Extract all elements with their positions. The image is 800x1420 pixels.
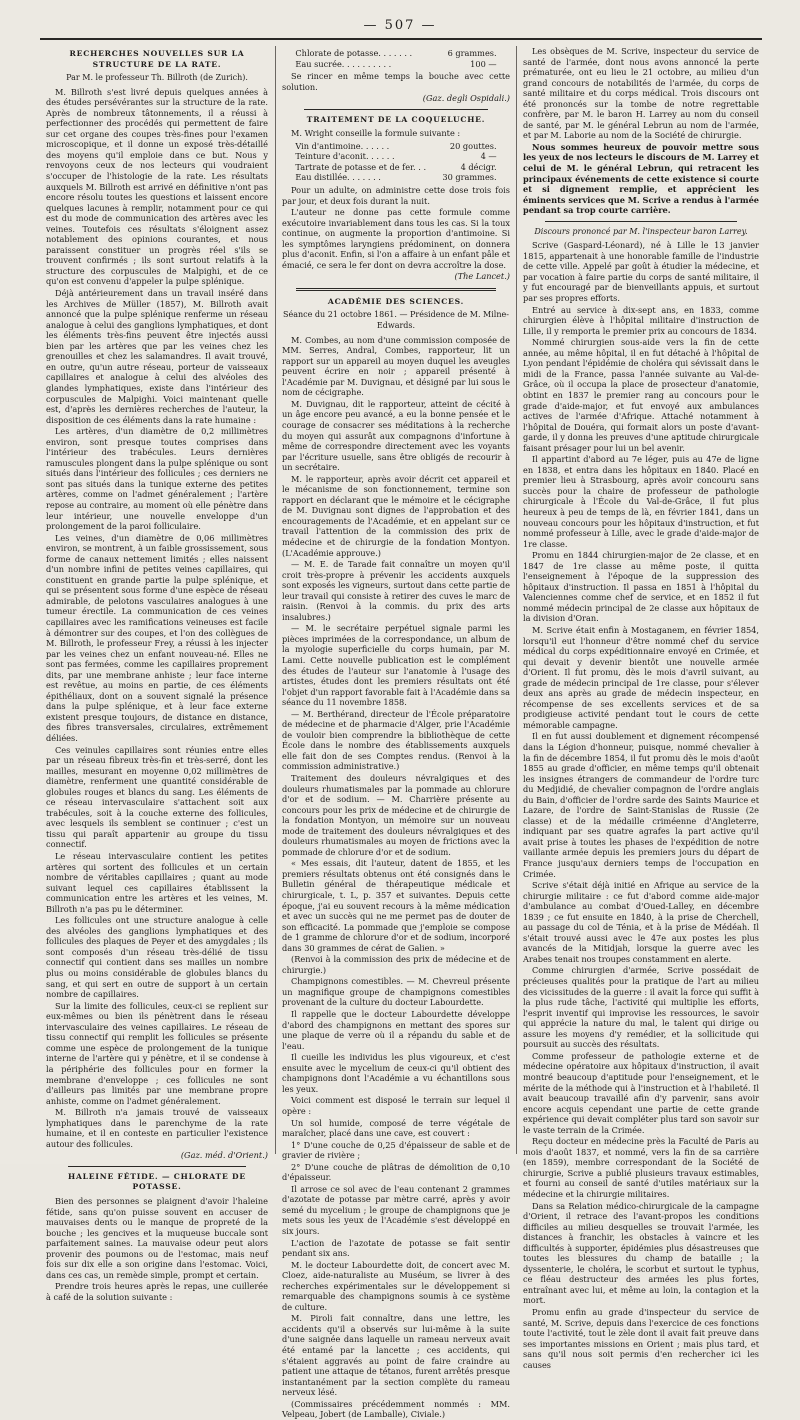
paragraph: Il arrose ce sol avec de l'eau contenant 2 grammes d'azotate de potasse par mètre carré, après y avoir semé du mycelium ; le groupe de champignons que je mets sous les yeux de l'Académie s'est développé en six jours.	[282, 1183, 510, 1236]
paragraph: Il en fut aussi doublement et dignement récompensé dans la Légion d'honneur, puisque, nommé chevalier à la fin de décembre 1854, il fut promu dès le mois d'août 1855 au grade d'officier, en même temps qu'il obtenait les insignes étrangers de commandeur de l'ordre turc du Medjidié, de chevalier compagnon de l'ordre anglais du Bain, d'officier de l'ordre sarde des Saints Maurice et Lazare, de l'ordre de Saint-Stanislas de Russie (2e classe) et de la médaille criméenne d'Angleterre, indiquant par ses quatre agrafes la part active qu'il avait prise à toutes les phases de l'expédition de notre vaillante armée depuis les premiers jours du départ de France jusqu'aux derniers temps de l'occupation en Crimée.	[523, 731, 759, 879]
column-3	[523, 46, 759, 1370]
paragraph: Les artères, d'un diamètre de 0,2 millimètres environ, sont presque toutes comprises dans l'intérieur des trabécules. Leurs dernières ramuscules plongent dans la pulpe splénique ou sont situés dans l'intérieur des follicules ; ces derniers ne sont pas situés dans la tunique externe des petites artères, comme on l'admet généralement ; l'artère repose au contraire, au moment où elle pénètre dans leur intérieur, une nouvelle enveloppe d'un prolongement de la paroi folliculaire.	[46, 426, 268, 532]
paragraph: Sur la limite des follicules, ceux-ci se replient sur eux-mêmes ou bien ils pénètrent dans le réseau intervasculaire des veines capillaires. Le réseau de tissu connectif qui remplit les follicules se présente comme une espèce de prolongement de la tunique interne de l'artère qui y pénètre, et il se condense à la périphérie des follicules pour en former la membrane d'enveloppe ; ces follicules ne sont d'ailleurs pas limités par une membrane propre anhiste, comme on l'admet généralement.	[46, 1000, 268, 1106]
paragraph: Reçu docteur en médecine près la Faculté de Paris au mois d'août 1837, et nommé, vers la fin de sa carrière (en 1859), membre correspondant de la Société de chirurgie, Scrive a publié plusieurs travaux estimables, et fourni au conseil de santé d'utiles matériaux sur la médecine et la chirurgie militaires.	[523, 1136, 759, 1199]
article-heading: ACADÉMIE DES SCIENCES.	[327, 296, 465, 306]
speech-heading: Discours prononcé par M. l'inspecteur baron Larrey.	[534, 226, 748, 236]
paragraph: « Mes essais, dit l'auteur, datent de 1855, et les premiers résultats obtenus ont été consignés dans le Bulletin général de thérapeutique médicale et chirurgicale, t. L, p. 357 et suivantes. Depuis cette époque, j'ai eu souvent recours à la même médication et avec un succès qui ne me permet pas de douter de son efficacité. La pommade que j'emploie se compose de 1 gramme de chlorure d'or et de sodium, incorporé dans 30 grammes de cérat de Galien. »	[282, 858, 510, 953]
paragraph: M. Wright conseille la formule suivante :	[291, 128, 461, 139]
paragraph: Traitement des douleurs névralgiques et des douleurs rhumatismales par la pommade au chlorure d'or et de sodium. — M. Charrière présente au concours pour les prix de médecine et de chirurgie de la fondation Montyon, un mémoire sur un nouveau mode de traitement des douleurs névralgiques et des douleurs rhumatismales au moyen de frictions avec la pommade de chlorure d'or et de sodium.	[282, 773, 510, 857]
section-rule	[545, 221, 737, 222]
paragraph: Il cueille les individus les plus vigoureux, et c'est ensuite avec le mycelium de ceux-ci qu'il obtient des champignons dont l'Académie a vu échantillons sous les yeux.	[282, 1052, 510, 1094]
paragraph: Entré au service à dix-sept ans, en 1833, comme chirurgien élève à l'hôpital militaire d'instruction de Lille, il y remporta le premier prix au concours de 1834.	[523, 304, 759, 336]
session-line: Séance du 21 octobre 1861. — Présidence de M. Milne-Edwards.	[283, 310, 509, 331]
recipe-table	[293, 48, 498, 69]
article-heading: RECHERCHES NOUVELLES SUR LA STRUCTURE DE LA RATE.	[69, 49, 245, 69]
article-heading: TRAITEMENT DE LA COQUELUCHE.	[306, 114, 486, 124]
recipe-quantity: 4 décigr.	[460, 161, 497, 172]
paragraph: Se rincer en même temps la bouche avec cette solution.	[282, 71, 510, 92]
recipe-quantity: 6 grammes.	[447, 48, 497, 58]
recipe-item: Vin d'antimoine. . . . . .	[295, 140, 390, 151]
paragraph: M. Duvignau, dit le rapporteur, atteint de cécité à un âge encore peu avancé, a eu la bonne pensée et le courage de consacrer ses méditations à la recherche du moyen qui assurât aux compagnons d'infortune à même de correspondre directement avec les voyants par l'écriture usuelle, sans être obligés de recourir à un secrétaire.	[282, 398, 510, 473]
recipe-row	[293, 162, 498, 173]
column-1	[46, 46, 268, 1302]
source-citation: (The Lancet.)	[454, 271, 510, 282]
paragraph: — M. E. de Tarade fait connaître un moyen qu'il croit très-propre à prévenir les accidents auxquels sont exposés les vigneurs, surtout dans cette partie de leur travail qui consiste à retirer des cuves le marc de raisin. (Renvoi à la commis. du prix des arts insalubres.)	[282, 559, 510, 622]
paragraph: Promu en 1844 chirurgien-major de 2e classe, et en 1847 de 1re classe au même poste, il quitta l'enseignement à l'époque de la suppression des hôpitaux d'instruction. Il passa en 1851 à l'hôpital du Valenciennes comme chef de service, et en 1852 il fut nommé médecin principal de 2e classe aux hôpitaux de la division d'Oran.	[523, 550, 759, 624]
paragraph: Comme chirurgien d'armée, Scrive possédait de précieuses qualités pour la pratique de l'art au milieu des vicissitudes de la guerre : il avait la force qui suffit à la plus rude tâche, l'activité qui multiplie les efforts, l'esprit inventif qui improvise les ressources, le savoir qui apprécie la nature du mal, le talent qui dirige ou assure les moyens d'y remédier, et la sollicitude qui poursuit au succès des résultats.	[523, 965, 759, 1050]
paragraph: Un sol humide, composé de terre végétale de maraîcher, placé dans une cave, est couvert :	[282, 1117, 510, 1139]
paragraph: M. le docteur Labourdette doit, de concert avec M. Cloez, aide-naturaliste au Muséum, se livrer à des recherches expérimentales sur le développement si remarquable des champignons soumis à ce système de culture.	[282, 1259, 510, 1312]
recipe-quantity: 4 —	[480, 151, 497, 162]
recipe-quantity: 100 —	[470, 58, 497, 69]
recipe-item: Eau distillée. . . . . . .	[295, 172, 381, 183]
paragraph: Prendre trois heures après le repas, une cuillerée à café de la solution suivante :	[46, 1281, 268, 1302]
recipe-row	[293, 141, 498, 152]
recipe-table	[293, 141, 498, 183]
top-rule	[40, 38, 762, 40]
page-number: — 507 —	[363, 18, 437, 33]
paragraph: Nommé chirurgien sous-aide vers la fin de cette année, au même hôpital, il en fut détaché à l'hôpital de Lyon pendant l'épidémie de choléra qui sévissait dans le midi de la France, passa l'année suivante au Val-de-Grâce, où il occupa la place de prosecteur d'anatomie, obtint en 1837 le premier rang au concours pour le grade d'aide-major, et fut envoyé aux ambulances actives de l'armée d'Afrique. Attaché notamment à l'hôpital de Douéra, qui formait alors un poste d'avant-garde, il y donna les preuves d'une aptitude chirurgicale faisant présager pour lui un bel avenir.	[523, 337, 759, 453]
column-divider	[275, 46, 276, 1154]
paragraph: Scrive s'était déjà initié en Afrique au service de la chirurgie militaire : ce fut d'abord comme aide-major d'ambulance au combat d'Oued-Lalley, en décembre 1839 ; ce fut ensuite en 1840, à la prise de Cherchell, au passage du col de Ténia, et à la prise de Médéah. Il s'était trouvé aussi avec le 47e aux postes les plus avancés de la Mitidjah, lorsque la guerre avec les Arabes tenait nos troupes constamment en alerte.	[523, 880, 759, 964]
paragraph: Il rappelle que le docteur Labourdette développe d'abord des champignons en mettant des spores sur une plaque de verre où il a répandu du sable et de l'eau.	[282, 1009, 510, 1051]
paragraph: Champignons comestibles. — M. Chevreul présente un magnifique groupe de champignons comestibles provenant de la culture du docteur Labourdette.	[282, 976, 510, 1008]
paragraph: M. Piroli fait connaître, dans une lettre, les accidents qu'il a observés sur lui-même à la suite d'une saignée dans laquelle un rameau nerveux avait été entamé par la lancette ; ces accidents, qui s'étaient aggravés au point de faire craindre au patient une attaque de tétanos, furent arrêtés presque instantanément par la section complète du rameau nerveux lésé.	[282, 1313, 510, 1398]
paragraph: Les obsèques de M. Scrive, inspecteur du service de santé de l'armée, dont nous avons annoncé la perte prématurée, ont eu lieu le 21 octobre, au milieu d'un grand concours de notabilités de l'armée, du corps de santé militaire et du corps médical. Trois discours ont été prononcés sur la tombe de notre regrettable confrère, par M. le baron H. Larrey au nom du conseil de santé, par M. le général Lebrun au nom de l'armée, et par M. Laborie au nom de la Société de chirurgie.	[523, 46, 759, 141]
paragraph: L'action de l'azotate de potasse se fait sentir pendant six ans.	[282, 1237, 510, 1259]
paragraph: Voici comment est disposé le terrain sur lequel il opère :	[282, 1095, 510, 1116]
paragraph: Il appartint d'abord au 7e léger, puis au 47e de ligne en 1838, et entra dans les hôpitaux en 1840. Placé en premier lieu à Strasbourg, après avoir concouru sans succès pour la chaire de professeur de pathologie chirurgicale à l'École du Val-de-Grâce, il fut plus heureux à peu de temps de là, en février 1841, dans un nouveau concours pour les hôpitaux d'instruction, et fut nommé professeur à Lille, avec le grade d'aide-major de 1re classe.	[523, 454, 759, 549]
recipe-item: Chlorate de potasse. . . . . . .	[295, 48, 413, 58]
recipe-item: Teinture d'aconit. . . . . .	[295, 151, 395, 162]
section-rule	[68, 1166, 246, 1167]
paragraph: L'auteur ne donne pas cette formule comme exécutoire invariablement dans tous les cas. Si la toux continue, on augmente la proportion d'antimoine. Si les symptômes laryngiens prédominent, on donnera plus d'aconit. Enfin, si l'on a affaire à un enfant pâle et émacié, ce sera le fer dont on devra accroître la dose.	[282, 207, 510, 270]
recipe-item: Eau sucrée. . . . . . . . . .	[295, 58, 392, 69]
paragraph: M. Billroth s'est livré depuis quelques années à des études persévérantes sur la structure de la rate. Après de nombreux tâtonnements, il a réussi à perfectionner des procédés qui permettent de faire sur cet organe des coupes très-fines pour l'examen microscopique, et il donne un exposé très-détaillé des moyens qu'il emploie dans ce but. Nous y renvoyons ceux de nos lecteurs qui voudraient s'occuper de l'histologie de la rate. Les résultats auxquels M. Billroth est arrivé en définitive n'ont pas encore résolu toutes les questions et laissent encore quelques lacunes à remplir, notamment pour ce qui est du mode de communication des artères avec les veines. Toutefois ces résultats s'éloignent assez notablement des opinions courantes, et nous paraissent constituer un progrès réel s'ils se trouvent confirmés ; ils sont surtout relatifs à la structure des corpuscules de Malpighi, et de ce qu'on est convenu d'appeler la pulpe splénique.	[46, 86, 268, 287]
paragraph: Le réseau intervasculaire contient les petites artères qui sortent des follicules et un certain nombre de véritables capillaires ; quant au mode suivant lequel ces capillaires établissent la communication entre les artères et les veines, M. Billroth n'a pas pu le déterminer.	[46, 851, 268, 914]
paragraph: Pour un adulte, on administre cette dose trois fois par jour, et deux fois durant la nuit.	[282, 185, 510, 206]
recipe-quantity: 30 grammes.	[442, 172, 497, 183]
recipe-quantity: 20 gouttes.	[449, 140, 497, 151]
paragraph: Comme professeur de pathologie externe et de médecine opératoire aux hôpitaux d'instruction, il avait montré beaucoup d'aptitude pour l'enseignement, et le mérite de la méthode qui à l'instruction et à l'habileté. Il avait beaucoup travaillé afin d'y parvenir, sans avoir encore acquis cependant une partie de cette grande expérience qui devait compléter plus tard son savoir sur le vaste terrain de la Crimée.	[523, 1050, 759, 1135]
section-double-rule	[296, 288, 496, 291]
source-citation: (Gaz. degli Ospidali.)	[422, 93, 510, 104]
paragraph: 1° D'une couche de 0,25 d'épaisseur de sable et de gravier de rivière ;	[282, 1139, 510, 1161]
column-2	[282, 46, 510, 1420]
paragraph: Dans sa Relation médico-chirurgicale de la campagne d'Orient, il retrace des l'avant-propos les conditions difficiles au milieu desquelles se trouvait l'armée, les distances à franchir, les obstacles à vaincre et les difficultés à supporter, épidémies plus désastreuses que toutes les blessures du champ de bataille ; la dyssenterie, le choléra, le scorbut et surtout le typhus, ce fléau destructeur des armées les plus fortes, entraînant avec lui, et même au loin, la contagion et la mort.	[523, 1200, 759, 1306]
paragraph: 2° D'une couche de plâtras de démolition de 0,10 d'épaisseur.	[282, 1161, 510, 1183]
recipe-row	[293, 172, 498, 183]
paragraph: Bien des personnes se plaignent d'avoir l'haleine fétide, sans qu'on puisse souvent en accuser de mauvaises dents ou le manque de propreté de la bouche ; les gencives et la muqueuse buccale sont parfaitement saines. La mauvaise odeur peut alors provenir des poumons ou de l'estomac, mais neuf fois sur dix elle a son origine dans l'estomac. Voici, dans ces cas, un remède simple, prompt et certain.	[46, 1195, 268, 1280]
article-heading: HALEINE FÉTIDE. — CHLORATE DE POTASSE.	[67, 1171, 246, 1192]
paragraph: M. Billroth n'a jamais trouvé de vaisseaux lymphatiques dans le parenchyme de la rate humaine, et il en conteste en particulier l'existence autour des follicules.	[46, 1107, 268, 1149]
column-divider	[516, 46, 517, 1154]
section-rule	[304, 109, 488, 110]
paragraph: Les follicules ont une structure analogue à celle des alvéoles des ganglions lymphatiques et des follicules des plaques de Peyer et des amygdales ; ils sont composés d'un réseau très-délié de tissu connectif qui contient dans ses mailles un nombre plus ou moins considérable de globules blancs du sang, et qui sert en outre de support à un certain nombre de capillaires.	[46, 915, 268, 1000]
recipe-row	[293, 151, 498, 162]
paragraph: M. le rapporteur, après avoir décrit cet appareil et le mécanisme de son fonctionnement, termine son rapport en déclarant que le mémoire et le cécigraphe de M. Duvignau sont dignes de l'approbation et des encouragements de l'Académie, et en appelant sur ce travail l'attention de la commission des prix de médecine et de chirurgie de la fondation Montyon. (L'Académie approuve.)	[282, 473, 510, 558]
paragraph: M. Scrive était enfin à Mostaganem, en février 1854, lorsqu'il eut l'honneur d'être nommé chef du service médical du corps expéditionnaire envoyé en Crimée, et qui devait y devenir bientôt une nouvelle armée d'Orient. Il fut promu, dès le mois d'avril suivant, au grade de médecin principal de 1re classe, pour s'élever deux ans après au grade de médecin inspecteur, en récompense de ses excellents services et de sa prodigieuse activité pendant tout le cours de cette mémorable campagne.	[523, 624, 759, 730]
recipe-row	[293, 59, 498, 70]
paragraph: Les veines, d'un diamètre de 0,06 millimètres environ, se montrent, à un faible grossissement, sous forme de canaux nettement limités ; elles naissent d'un nombre infini de petites veines capillaires, qui constituent en grande partie la pulpe splénique, et qui se présentent sous forme d'une espèce de réseau admirable, de pelotons vasculaires analogues à une tumeur érectile. La communication de ces veines capillaires avec les ramifications veineuses est facile à démontrer sur des coupes, et l'on des collègues de M. Billroth, le professeur Frey, a réussi à les injecter par les veines chez un enfant nouveau-né. Elles ne sont pas fermées, comme les capillaires proprement dits, par une membrane anhiste ; leur face interne est revêtue, au moins en partie, de ces éléments épithéliaux, dont on a souvent signalé la présence dans la pulpe splénique, et à leur face externe existent presque toujours, de distance en distance, des fibres transversales, circulaires, extrêmement déliées.	[46, 532, 268, 743]
paragraph: Promu enfin au grade d'inspecteur du service de santé, M. Scrive, depuis dans l'exercice de ces fonctions toute l'activité, tout le zèle dont il avait fait preuve dans ses importantes missions en Orient ; mais plus tard, et sans qu'il nous soit permis d'en rechercher ici les causes	[523, 1306, 759, 1370]
recipe-item: Tartrate de potasse et de fer. . .	[295, 161, 427, 172]
paragraph: Ces veinules capillaires sont réunies entre elles par un réseau fibreux très-fin et très-serré, dont les mailles, mesurant en moyenne 0,02 millimètres de diamètre, renferment une quantité considérable de globules rouges et blancs du sang. Les éléments de ce réseau intervasculaire s'attachent soit aux trabécules, soit à la couche externe des follicules, avec lesquels ils semblent se continuer ; c'est un tissu qui paraît appartenir au groupe du tissu connectif.	[46, 744, 268, 850]
source-citation: (Gaz. méd. d'Orient.)	[180, 1150, 268, 1161]
article-byline: Par M. le professeur Th. Billroth (de Zurich).	[66, 73, 248, 83]
paragraph: (Commissaires précédemment nommés : MM. Velpeau, Jobert (de Lamballe), Civiale.)	[282, 1398, 510, 1420]
paragraph: — M. Berthérand, directeur de l'École préparatoire de médecine et de pharmacie d'Alger, prie l'Académie de vouloir bien comprendre la bibliothèque de cette École dans le nombre des établissements auxquels elle fait don de ses Comptes rendus. (Renvoi à la commission administrative.)	[282, 708, 510, 772]
paragraph: Nous sommes heureux de pouvoir mettre sous les yeux de nos lecteurs le discours de M. Larrey et celui de M. le général Lebrun, qui retracent les principaux événements de cette existence si courte et si dignement remplie, et apprécient les éminents services que M. Scrive a rendus à l'armée pendant sa trop courte carrière.	[523, 141, 759, 216]
paragraph: Scrive (Gaspard-Léonard), né à Lille le 13 janvier 1815, appartenait à une honorable famille de l'industrie de cette ville. Appelé par goût à étudier la médecine, et par vocation à faire partie du corps de santé militaire, il y fut encouragé par de bienveillants appuis, et surtout par ses propres efforts.	[523, 240, 759, 304]
recipe-row	[293, 48, 498, 59]
paragraph: — M. le secrétaire perpétuel signale parmi les pièces imprimées de la correspondance, un album de la myologie superficielle du corps humain, par M. Lami. Cette nouvelle publication est le complément des études de l'auteur sur l'anatomie à l'usage des artistes, études dont les premiers résultats ont été l'objet d'un rapport favorable fait à l'Académie dans sa séance du 11 novembre 1858.	[282, 623, 510, 708]
paragraph: Déjà antérieurement dans un travail inséré dans les Archives de Müller (1857), M. Billroth avait annoncé que la pulpe splénique renferme un réseau analogue à celui des ganglions lymphatiques, et dont les éléments très-fins peuvent être injectés aussi bien par les artères que par les veines chez les grenouilles et chez les salamandres. Il avait trouvé, en outre, qu'un autre réseau, porteur de vaisseaux capillaires et analogue à celui des alvéoles des glandes lymphatiques, existe dans l'intérieur des corpuscules de Malpighi. Voici maintenant quelle est, d'après les dernières recherches de l'auteur, la disposition de ces éléments dans la rate humaine :	[46, 288, 268, 425]
paragraph: M. Combes, au nom d'une commission composée de MM. Serres, Andral, Combes, rapporteur, lit un rapport sur un appareil au moyen duquel les aveugles peuvent écrire en noir ; appareil présenté à l'Académie par M. Duvignau, et désigné par lui sous le nom de cécigraphe.	[282, 334, 510, 398]
paragraph: (Renvoi à la commission des prix de médecine et de chirurgie.)	[282, 954, 510, 975]
